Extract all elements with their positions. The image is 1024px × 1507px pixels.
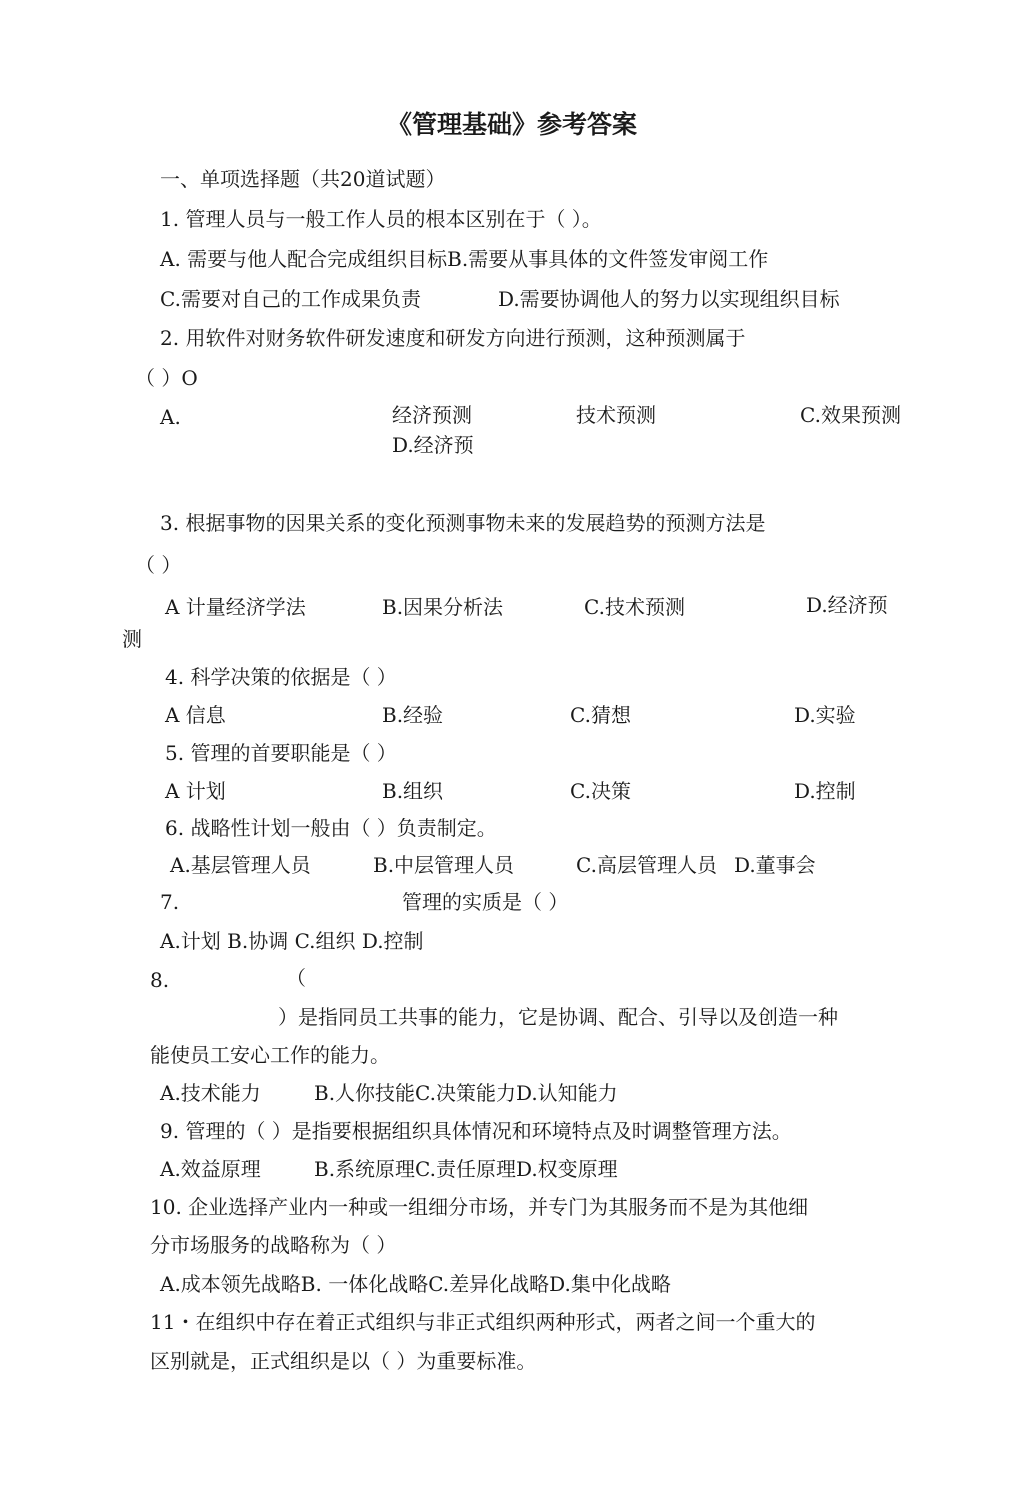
q1-options-ab: A. 需要与他人配合完成组织目标B.需要从事具体的文件签发审阅工作 bbox=[160, 247, 769, 271]
q7-stem: 管理的实质是（ ） bbox=[402, 890, 569, 914]
page-title: 《管理基础》参考答案 bbox=[386, 110, 637, 139]
q2-option-b: 技术预测 bbox=[576, 403, 656, 427]
q5-option-a: A 计划 bbox=[165, 779, 226, 803]
q9-options-bcd: B.系统原理C.责任原理D.权变原理 bbox=[314, 1157, 618, 1181]
q11-stem-cont: 区别就是，正式组织是以（ ）为重要标准。 bbox=[150, 1349, 537, 1373]
q5-option-b: B.组织 bbox=[382, 779, 444, 803]
q5-stem: 5. 管理的首要职能是（ ） bbox=[165, 741, 397, 765]
q4-option-c: C.猜想 bbox=[570, 703, 631, 727]
q9-option-a: A.效益原理 bbox=[160, 1157, 261, 1181]
q9-stem: 9. 管理的（ ）是指要根据组织具体情况和环境特点及时调整管理方法。 bbox=[160, 1119, 792, 1143]
q2-option-a-text: 经济预测 bbox=[392, 403, 472, 427]
q5-option-d: D.控制 bbox=[794, 779, 856, 803]
q1-option-d: D.需要协调他人的努力以实现组织目标 bbox=[498, 287, 840, 311]
q4-option-d: D.实验 bbox=[794, 703, 856, 727]
q2-option-a: A. bbox=[160, 405, 181, 429]
q2-option-c: C.效果预测 bbox=[800, 403, 901, 427]
q8-stem-cont: 能使员工安心工作的能力。 bbox=[150, 1043, 390, 1067]
q3-option-a: A 计量经济学法 bbox=[165, 595, 306, 619]
q6-option-a: A.基层管理人员 bbox=[170, 853, 311, 877]
q8-stem: ）是指同员工共事的能力，它是协调、配合、引导以及创造一种 bbox=[278, 1005, 838, 1029]
q5-option-c: C.决策 bbox=[570, 779, 631, 803]
q10-stem: 10. 企业选择产业内一种或一组细分市场，并专门为其服务而不是为其他细 bbox=[150, 1195, 809, 1219]
q6-option-c: C.高层管理人员 bbox=[576, 853, 717, 877]
q1-option-c: C.需要对自己的工作成果负责 bbox=[160, 287, 421, 311]
q1-stem: 1. 管理人员与一般工作人员的根本区别在于（ ）。 bbox=[160, 207, 602, 231]
section-heading: 一、单项选择题（共20道试题） bbox=[160, 167, 446, 191]
q2-option-d: D.经济预 bbox=[392, 433, 474, 457]
q3-option-d: D.经济预 bbox=[806, 593, 888, 617]
q8-option-a: A.技术能力 bbox=[160, 1081, 261, 1105]
q3-option-c: C.技术预测 bbox=[584, 595, 685, 619]
q6-stem: 6. 战略性计划一般由（ ）负责制定。 bbox=[165, 816, 497, 840]
q6-option-b: B.中层管理人员 bbox=[373, 853, 515, 877]
q3-stem-cont: （ ） bbox=[135, 553, 182, 577]
q10-stem-cont: 分市场服务的战略称为（ ） bbox=[150, 1233, 397, 1257]
q3-stem: 3. 根据事物的因果关系的变化预测事物未来的发展趋势的预测方法是 bbox=[160, 511, 766, 535]
q8-paren: （ bbox=[286, 966, 306, 990]
q4-option-a: A 信息 bbox=[165, 703, 226, 727]
q7-options: A.计划 B.协调 C.组织 D.控制 bbox=[160, 929, 424, 953]
q2-stem: 2. 用软件对财务软件研发速度和研发方向进行预测，这种预测属于 bbox=[160, 326, 746, 350]
q3-option-d-cont: 测 bbox=[122, 627, 142, 651]
q4-option-b: B.经验 bbox=[382, 703, 444, 727]
q3-option-b: B.因果分析法 bbox=[382, 595, 504, 619]
q8-options-bcd: B.人你技能C.决策能力D.认知能力 bbox=[314, 1081, 618, 1105]
q11-stem: 11・在组织中存在着正式组织与非正式组织两种形式，两者之间一个重大的 bbox=[150, 1310, 816, 1334]
q2-stem-cont: （ ）O bbox=[135, 366, 198, 390]
q8-number: 8. bbox=[150, 968, 170, 992]
q10-options: A.成本领先战略B. 一体化战略C.差异化战略D.集中化战略 bbox=[160, 1272, 671, 1296]
q7-number: 7. bbox=[160, 890, 180, 914]
q6-option-d: D.董事会 bbox=[734, 853, 816, 877]
q4-stem: 4. 科学决策的依据是（ ） bbox=[165, 665, 397, 689]
